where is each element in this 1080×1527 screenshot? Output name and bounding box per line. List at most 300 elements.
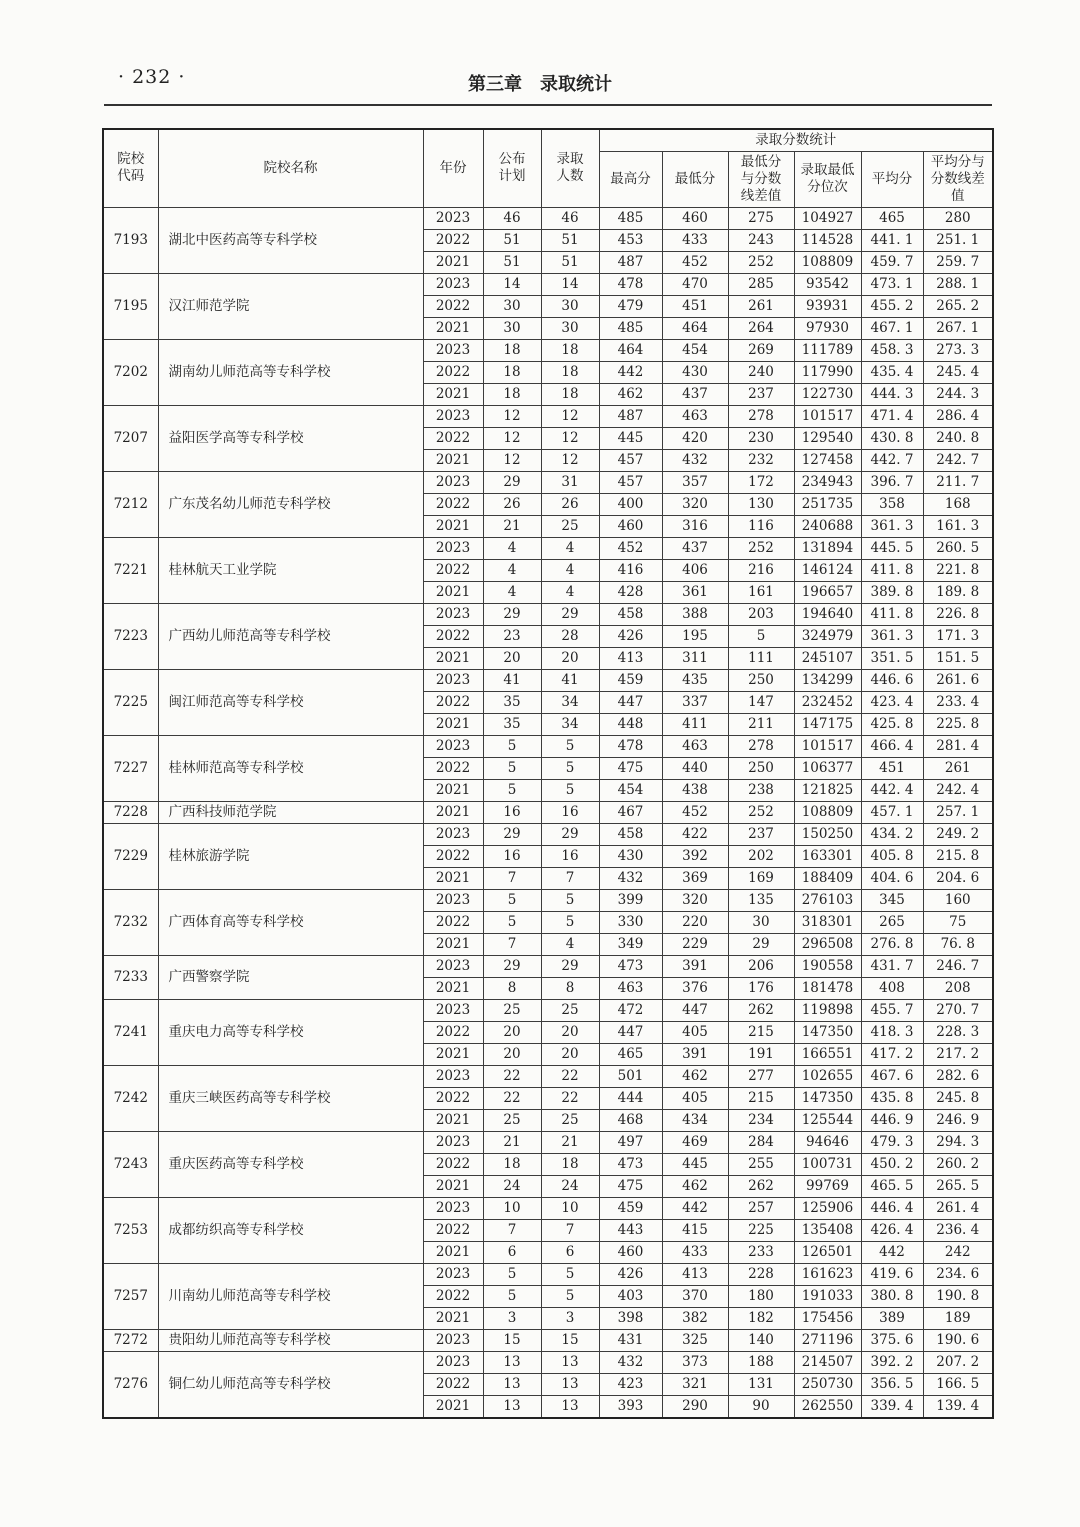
cell-avg-diff: 242. 4	[923, 779, 993, 801]
cell-min-diff: 234	[728, 1109, 794, 1131]
cell-avg: 446. 9	[861, 1109, 923, 1131]
cell-avg: 467. 1	[861, 317, 923, 339]
cell-max: 487	[599, 251, 662, 273]
cell-max: 393	[599, 1395, 662, 1418]
cell-admitted: 34	[541, 713, 599, 735]
cell-avg-diff: 261. 4	[923, 1197, 993, 1219]
cell-rank: 196657	[794, 581, 861, 603]
cell-avg: 434. 2	[861, 823, 923, 845]
cell-min-diff: 240	[728, 361, 794, 383]
cell-min: 320	[662, 493, 728, 515]
cell-min: 451	[662, 295, 728, 317]
cell-year: 2023	[423, 823, 483, 845]
cell-avg-diff: 75	[923, 911, 993, 933]
cell-rank: 181478	[794, 977, 861, 999]
cell-min-diff: 131	[728, 1373, 794, 1395]
cell-avg-diff: 260. 2	[923, 1153, 993, 1175]
cell-admitted: 10	[541, 1197, 599, 1219]
cell-min-diff: 233	[728, 1241, 794, 1263]
cell-avg-diff: 221. 8	[923, 559, 993, 581]
cell-admitted: 20	[541, 1043, 599, 1065]
cell-avg: 356. 5	[861, 1373, 923, 1395]
cell-min: 442	[662, 1197, 728, 1219]
cell-rank: 318301	[794, 911, 861, 933]
cell-avg-diff: 211. 7	[923, 471, 993, 493]
cell-year: 2023	[423, 1131, 483, 1153]
cell-avg-diff: 260. 5	[923, 537, 993, 559]
cell-avg: 411. 8	[861, 559, 923, 581]
cell-avg: 392. 2	[861, 1351, 923, 1373]
cell-year: 2022	[423, 911, 483, 933]
cell-avg: 405. 8	[861, 845, 923, 867]
cell-min: 464	[662, 317, 728, 339]
cell-plan: 13	[483, 1395, 541, 1418]
cell-avg-diff: 259. 7	[923, 251, 993, 273]
cell-avg: 445. 5	[861, 537, 923, 559]
cell-min: 452	[662, 251, 728, 273]
cell-avg-diff: 190. 6	[923, 1329, 993, 1351]
cell-avg: 444. 3	[861, 383, 923, 405]
cell-min: 405	[662, 1087, 728, 1109]
cell-max: 485	[599, 207, 662, 229]
school-name: 成都纺织高等专科学校	[158, 1197, 423, 1263]
school-name: 重庆三峡医药高等专科学校	[158, 1065, 423, 1131]
cell-plan: 3	[483, 1307, 541, 1329]
school-code: 7229	[103, 823, 158, 889]
cell-plan: 46	[483, 207, 541, 229]
cell-avg-diff: 168	[923, 493, 993, 515]
cell-min-diff: 278	[728, 405, 794, 427]
cell-plan: 16	[483, 801, 541, 823]
cell-plan: 5	[483, 757, 541, 779]
cell-min: 420	[662, 427, 728, 449]
cell-rank: 245107	[794, 647, 861, 669]
cell-avg: 465	[861, 207, 923, 229]
cell-min-diff: 5	[728, 625, 794, 647]
cell-admitted: 51	[541, 251, 599, 273]
cell-rank: 324979	[794, 625, 861, 647]
cell-avg-diff: 280	[923, 207, 993, 229]
cell-year: 2022	[423, 625, 483, 647]
page-number: · 232 ·	[118, 66, 186, 88]
cell-avg: 446. 4	[861, 1197, 923, 1219]
cell-plan: 18	[483, 1153, 541, 1175]
cell-max: 443	[599, 1219, 662, 1241]
cell-min-diff: 225	[728, 1219, 794, 1241]
cell-max: 459	[599, 1197, 662, 1219]
cell-avg-diff: 288. 1	[923, 273, 993, 295]
cell-max: 457	[599, 449, 662, 471]
cell-avg-diff: 204. 6	[923, 867, 993, 889]
cell-max: 473	[599, 955, 662, 977]
table-row	[103, 735, 993, 757]
cell-max: 479	[599, 295, 662, 317]
cell-rank: 104927	[794, 207, 861, 229]
cell-min: 445	[662, 1153, 728, 1175]
cell-rank: 262550	[794, 1395, 861, 1418]
cell-rank: 191033	[794, 1285, 861, 1307]
school-code: 7228	[103, 801, 158, 823]
cell-rank: 147350	[794, 1021, 861, 1043]
cell-avg: 457. 1	[861, 801, 923, 823]
cell-min-diff: 238	[728, 779, 794, 801]
school-code: 7193	[103, 207, 158, 273]
cell-admitted: 8	[541, 977, 599, 999]
cell-min-diff: 237	[728, 823, 794, 845]
cell-avg: 471. 4	[861, 405, 923, 427]
cell-min-diff: 250	[728, 757, 794, 779]
cell-year: 2021	[423, 515, 483, 537]
cell-avg-diff: 233. 4	[923, 691, 993, 713]
cell-admitted: 28	[541, 625, 599, 647]
cell-plan: 12	[483, 405, 541, 427]
cell-min: 391	[662, 1043, 728, 1065]
cell-rank: 134299	[794, 669, 861, 691]
cell-max: 445	[599, 427, 662, 449]
cell-min: 469	[662, 1131, 728, 1153]
header-avg-diff: 平均分与分数线差值	[923, 151, 993, 207]
cell-min: 440	[662, 757, 728, 779]
cell-min: 463	[662, 405, 728, 427]
cell-min-diff: 278	[728, 735, 794, 757]
cell-min-diff: 262	[728, 1175, 794, 1197]
table-row	[103, 801, 993, 823]
cell-min-diff: 215	[728, 1021, 794, 1043]
cell-rank: 100731	[794, 1153, 861, 1175]
header-year: 年份	[423, 129, 483, 207]
cell-year: 2023	[423, 471, 483, 493]
cell-avg-diff: 151. 5	[923, 647, 993, 669]
cell-max: 330	[599, 911, 662, 933]
cell-admitted: 13	[541, 1373, 599, 1395]
cell-min: 452	[662, 801, 728, 823]
cell-plan: 35	[483, 713, 541, 735]
cell-plan: 20	[483, 1043, 541, 1065]
cell-min-diff: 30	[728, 911, 794, 933]
cell-avg-diff: 270. 7	[923, 999, 993, 1021]
cell-admitted: 6	[541, 1241, 599, 1263]
cell-year: 2023	[423, 405, 483, 427]
table-header	[103, 129, 993, 207]
cell-year: 2021	[423, 1043, 483, 1065]
cell-avg: 419. 6	[861, 1263, 923, 1285]
cell-admitted: 13	[541, 1351, 599, 1373]
cell-max: 475	[599, 1175, 662, 1197]
cell-max: 473	[599, 1153, 662, 1175]
cell-year: 2022	[423, 691, 483, 713]
cell-min: 376	[662, 977, 728, 999]
cell-max: 485	[599, 317, 662, 339]
cell-rank: 126501	[794, 1241, 861, 1263]
school-code: 7272	[103, 1329, 158, 1351]
school-code: 7221	[103, 537, 158, 603]
cell-admitted: 46	[541, 207, 599, 229]
cell-admitted: 20	[541, 647, 599, 669]
cell-rank: 101517	[794, 405, 861, 427]
table-row	[103, 1131, 993, 1153]
cell-min: 413	[662, 1263, 728, 1285]
cell-min: 430	[662, 361, 728, 383]
school-name: 桂林航天工业学院	[158, 537, 423, 603]
cell-year: 2023	[423, 999, 483, 1021]
cell-plan: 21	[483, 515, 541, 537]
header-plan: 公布计划	[483, 129, 541, 207]
cell-year: 2021	[423, 1395, 483, 1418]
cell-admitted: 5	[541, 779, 599, 801]
cell-min: 415	[662, 1219, 728, 1241]
cell-min: 220	[662, 911, 728, 933]
cell-rank: 125906	[794, 1197, 861, 1219]
cell-rank: 234943	[794, 471, 861, 493]
cell-admitted: 4	[541, 933, 599, 955]
cell-admitted: 7	[541, 1219, 599, 1241]
cell-year: 2023	[423, 1329, 483, 1351]
cell-min: 373	[662, 1351, 728, 1373]
school-code: 7233	[103, 955, 158, 999]
cell-admitted: 5	[541, 889, 599, 911]
school-name: 湖北中医药高等专科学校	[158, 207, 423, 273]
cell-plan: 16	[483, 845, 541, 867]
cell-plan: 5	[483, 779, 541, 801]
cell-rank: 188409	[794, 867, 861, 889]
header-avg: 平均分	[861, 151, 923, 207]
cell-avg: 411. 8	[861, 603, 923, 625]
cell-min-diff: 147	[728, 691, 794, 713]
school-code: 7243	[103, 1131, 158, 1197]
cell-avg-diff: 189. 8	[923, 581, 993, 603]
cell-min-diff: 237	[728, 383, 794, 405]
cell-admitted: 5	[541, 911, 599, 933]
cell-admitted: 34	[541, 691, 599, 713]
cell-rank: 135408	[794, 1219, 861, 1241]
cell-rank: 214507	[794, 1351, 861, 1373]
cell-min: 388	[662, 603, 728, 625]
cell-min: 290	[662, 1395, 728, 1418]
cell-min: 321	[662, 1373, 728, 1395]
cell-year: 2023	[423, 1065, 483, 1087]
cell-rank: 99769	[794, 1175, 861, 1197]
cell-rank: 163301	[794, 845, 861, 867]
cell-max: 426	[599, 625, 662, 647]
cell-year: 2021	[423, 251, 483, 273]
cell-max: 465	[599, 1043, 662, 1065]
cell-min-diff: 169	[728, 867, 794, 889]
cell-min-diff: 284	[728, 1131, 794, 1153]
cell-admitted: 24	[541, 1175, 599, 1197]
cell-min: 361	[662, 581, 728, 603]
cell-admitted: 22	[541, 1087, 599, 1109]
cell-max: 478	[599, 273, 662, 295]
cell-rank: 93542	[794, 273, 861, 295]
cell-admitted: 12	[541, 449, 599, 471]
cell-min-diff: 172	[728, 471, 794, 493]
cell-rank: 250730	[794, 1373, 861, 1395]
cell-year: 2021	[423, 713, 483, 735]
school-name: 闽江师范高等专科学校	[158, 669, 423, 735]
cell-avg: 442. 7	[861, 449, 923, 471]
cell-max: 464	[599, 339, 662, 361]
cell-avg-diff: 261	[923, 757, 993, 779]
cell-min: 405	[662, 1021, 728, 1043]
cell-avg: 339. 4	[861, 1395, 923, 1418]
cell-admitted: 20	[541, 1021, 599, 1043]
cell-year: 2021	[423, 977, 483, 999]
cell-avg-diff: 208	[923, 977, 993, 999]
cell-rank: 232452	[794, 691, 861, 713]
cell-min-diff: 250	[728, 669, 794, 691]
cell-plan: 29	[483, 471, 541, 493]
cell-avg-diff: 246. 7	[923, 955, 993, 977]
cell-avg: 380. 8	[861, 1285, 923, 1307]
cell-plan: 5	[483, 1285, 541, 1307]
school-code: 7276	[103, 1351, 158, 1418]
header-min: 最低分	[662, 151, 728, 207]
cell-avg: 425. 8	[861, 713, 923, 735]
cell-min: 369	[662, 867, 728, 889]
table-row	[103, 1197, 993, 1219]
cell-plan: 4	[483, 537, 541, 559]
admission-table-wrapper	[102, 128, 992, 1419]
cell-plan: 7	[483, 1219, 541, 1241]
cell-plan: 12	[483, 449, 541, 471]
cell-max: 432	[599, 867, 662, 889]
cell-avg-diff: 242. 7	[923, 449, 993, 471]
cell-plan: 4	[483, 581, 541, 603]
cell-year: 2021	[423, 449, 483, 471]
cell-min: 382	[662, 1307, 728, 1329]
cell-min: 470	[662, 273, 728, 295]
cell-admitted: 5	[541, 1263, 599, 1285]
cell-max: 463	[599, 977, 662, 999]
cell-plan: 8	[483, 977, 541, 999]
school-name: 川南幼儿师范高等专科学校	[158, 1263, 423, 1329]
cell-rank: 121825	[794, 779, 861, 801]
school-code: 7253	[103, 1197, 158, 1263]
cell-avg: 361. 3	[861, 515, 923, 537]
cell-avg-diff: 139. 4	[923, 1395, 993, 1418]
cell-admitted: 4	[541, 559, 599, 581]
cell-rank: 166551	[794, 1043, 861, 1065]
cell-max: 497	[599, 1131, 662, 1153]
cell-rank: 106377	[794, 757, 861, 779]
cell-plan: 18	[483, 361, 541, 383]
cell-avg-diff: 261. 6	[923, 669, 993, 691]
cell-rank: 190558	[794, 955, 861, 977]
cell-avg: 435. 8	[861, 1087, 923, 1109]
cell-admitted: 18	[541, 339, 599, 361]
cell-year: 2022	[423, 1021, 483, 1043]
cell-avg: 417. 2	[861, 1043, 923, 1065]
cell-min-diff: 135	[728, 889, 794, 911]
cell-avg-diff: 171. 3	[923, 625, 993, 647]
cell-min: 462	[662, 1175, 728, 1197]
cell-min-diff: 203	[728, 603, 794, 625]
cell-min: 432	[662, 449, 728, 471]
cell-avg: 351. 5	[861, 647, 923, 669]
cell-plan: 18	[483, 339, 541, 361]
cell-plan: 5	[483, 1263, 541, 1285]
cell-plan: 24	[483, 1175, 541, 1197]
cell-plan: 13	[483, 1351, 541, 1373]
cell-min: 311	[662, 647, 728, 669]
cell-max: 478	[599, 735, 662, 757]
cell-rank: 114528	[794, 229, 861, 251]
header-score-group: 录取分数统计	[599, 129, 993, 151]
cell-avg-diff: 160	[923, 889, 993, 911]
cell-admitted: 4	[541, 581, 599, 603]
cell-admitted: 26	[541, 493, 599, 515]
cell-avg: 450. 2	[861, 1153, 923, 1175]
cell-year: 2023	[423, 735, 483, 757]
cell-year: 2022	[423, 1373, 483, 1395]
table-row	[103, 273, 993, 295]
header-code: 院校代码	[103, 129, 158, 207]
table-row	[103, 955, 993, 977]
cell-avg-diff: 228. 3	[923, 1021, 993, 1043]
cell-admitted: 29	[541, 955, 599, 977]
cell-admitted: 4	[541, 537, 599, 559]
cell-max: 459	[599, 669, 662, 691]
cell-admitted: 22	[541, 1065, 599, 1087]
cell-min-diff: 264	[728, 317, 794, 339]
cell-max: 399	[599, 889, 662, 911]
cell-min: 437	[662, 383, 728, 405]
cell-admitted: 18	[541, 1153, 599, 1175]
cell-admitted: 29	[541, 823, 599, 845]
cell-plan: 5	[483, 889, 541, 911]
cell-plan: 6	[483, 1241, 541, 1263]
cell-min-diff: 232	[728, 449, 794, 471]
cell-rank: 271196	[794, 1329, 861, 1351]
cell-rank: 108809	[794, 251, 861, 273]
cell-min-diff: 216	[728, 559, 794, 581]
cell-avg: 418. 3	[861, 1021, 923, 1043]
cell-max: 447	[599, 1021, 662, 1043]
cell-admitted: 41	[541, 669, 599, 691]
cell-min: 316	[662, 515, 728, 537]
table-body	[103, 207, 993, 1418]
cell-max: 468	[599, 1109, 662, 1131]
cell-min-diff: 230	[728, 427, 794, 449]
cell-avg: 430. 8	[861, 427, 923, 449]
cell-avg: 459. 7	[861, 251, 923, 273]
cell-max: 460	[599, 515, 662, 537]
cell-plan: 30	[483, 317, 541, 339]
cell-avg: 442	[861, 1241, 923, 1263]
school-name: 广东茂名幼儿师范专科学校	[158, 471, 423, 537]
cell-min: 370	[662, 1285, 728, 1307]
cell-admitted: 29	[541, 603, 599, 625]
cell-max: 501	[599, 1065, 662, 1087]
school-name: 广西科技师范学院	[158, 801, 423, 823]
cell-max: 426	[599, 1263, 662, 1285]
cell-year: 2022	[423, 1153, 483, 1175]
cell-avg-diff: 281. 4	[923, 735, 993, 757]
cell-avg-diff: 244. 3	[923, 383, 993, 405]
cell-admitted: 16	[541, 801, 599, 823]
cell-min-diff: 176	[728, 977, 794, 999]
school-name: 湖南幼儿师范高等专科学校	[158, 339, 423, 405]
cell-admitted: 15	[541, 1329, 599, 1351]
cell-rank: 150250	[794, 823, 861, 845]
cell-rank: 175456	[794, 1307, 861, 1329]
cell-rank: 108809	[794, 801, 861, 823]
cell-year: 2021	[423, 581, 483, 603]
cell-avg: 455. 2	[861, 295, 923, 317]
cell-year: 2023	[423, 537, 483, 559]
cell-min-diff: 255	[728, 1153, 794, 1175]
cell-year: 2021	[423, 867, 483, 889]
